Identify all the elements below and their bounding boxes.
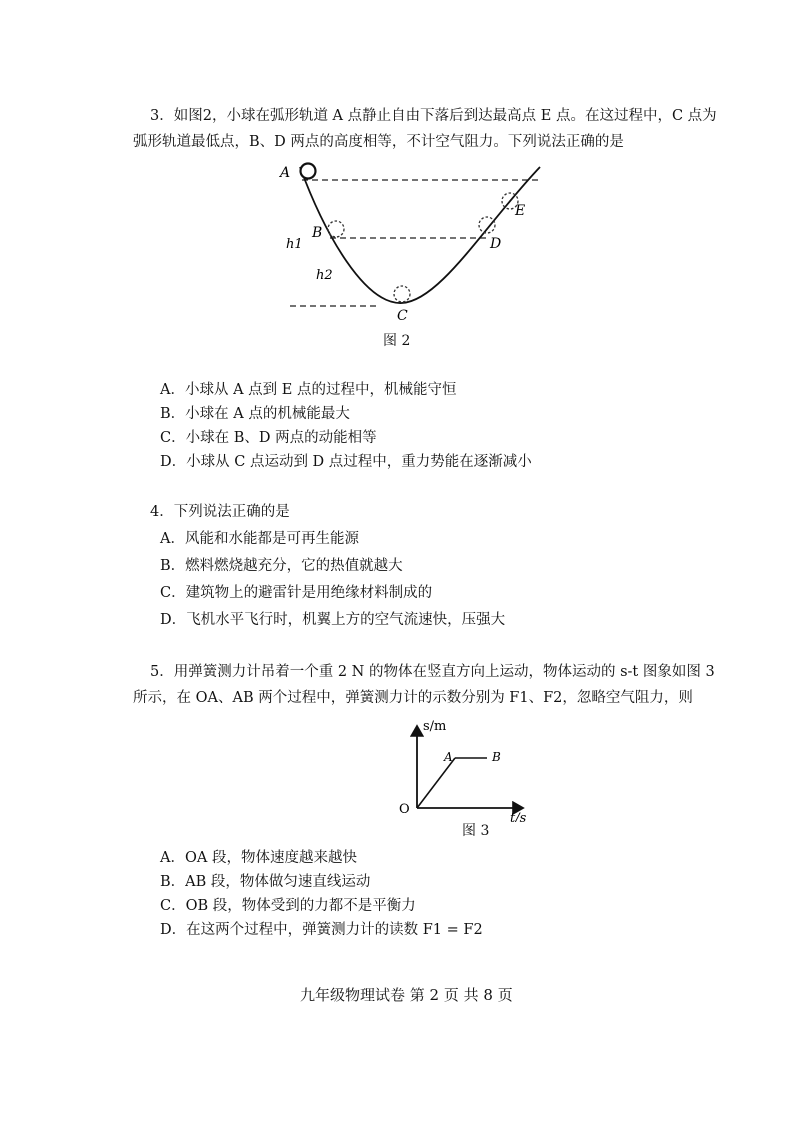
q3-stem-line2: 弧形轨道最低点，B、D 两点的高度相等，不计空气阻力。下列说法正确的是 <box>133 134 624 150</box>
label-b: B <box>312 225 323 241</box>
y-axis-label: s/m <box>423 719 447 734</box>
q3-option-b: B．小球在 A 点的机械能最大 <box>160 406 350 422</box>
q4-option-b: B．燃料燃烧越充分，它的热值就越大 <box>160 558 403 574</box>
q4-option-a: A．风能和水能都是可再生能源 <box>160 531 359 547</box>
q4-option-d: D．飞机水平飞行时，机翼上方的空气流速快，压强大 <box>160 612 506 628</box>
q3-option-c: C．小球在 B、D 两点的动能相等 <box>160 430 377 446</box>
q5-option-c: C．OB 段，物体受到的力都不是平衡力 <box>160 898 416 914</box>
figure-2-track-diagram <box>270 155 570 325</box>
origin-label: O <box>399 802 410 817</box>
figure-3-s-t-graph <box>395 712 545 822</box>
q3-stem-line1: 3．如图2，小球在弧形轨道 A 点静止自由下落后到达最高点 E 点。在这过程中，C 点为 <box>150 108 717 124</box>
figure-2-caption: 图 2 <box>383 333 411 349</box>
ball-at-a <box>301 164 316 179</box>
q4-stem: 4．下列说法正确的是 <box>150 504 290 520</box>
ball-at-c <box>394 286 410 302</box>
label-h1: h1 <box>286 237 303 252</box>
x-axis-label: t/s <box>510 811 527 822</box>
q5-stem-line1: 5．用弹簧测力计吊着一个重 2 N 的物体在竖直方向上运动，物体运动的 s-t 图象如图 3 <box>150 664 715 680</box>
q5-stem-line2: 所示，在 OA、AB 两个过程中，弹簧测力计的示数分别为 F1、F2，忽略空气阻力，则 <box>133 690 693 706</box>
q5-option-a: A．OA 段，物体速度越来越快 <box>160 850 357 866</box>
label-c: C <box>397 308 408 324</box>
page-footer: 九年级物理试卷 第 2 页 共 8 页 <box>300 986 513 1004</box>
label-d: D <box>490 236 502 252</box>
label-e: E <box>515 203 526 219</box>
ball-at-d <box>479 217 495 233</box>
arc-track <box>300 167 540 303</box>
label-h2: h2 <box>316 268 333 283</box>
segment-oa <box>417 758 455 808</box>
point-b-label: B <box>492 750 501 764</box>
q3-option-a: A．小球从 A 点到 E 点的过程中，机械能守恒 <box>160 382 457 398</box>
figure-3-caption: 图 3 <box>462 823 490 839</box>
q5-option-b: B．AB 段，物体做匀速直线运动 <box>160 874 371 890</box>
q4-option-c: C．建筑物上的避雷针是用绝缘材料制成的 <box>160 585 433 601</box>
ball-at-b <box>328 221 344 237</box>
q5-option-d: D．在这两个过程中，弹簧测力计的读数 F1 = F2 <box>160 922 483 938</box>
q3-option-d: D．小球从 C 点运动到 D 点过程中，重力势能在逐渐减小 <box>160 454 532 470</box>
label-a: A <box>280 165 291 181</box>
point-a-label: A <box>444 750 453 764</box>
